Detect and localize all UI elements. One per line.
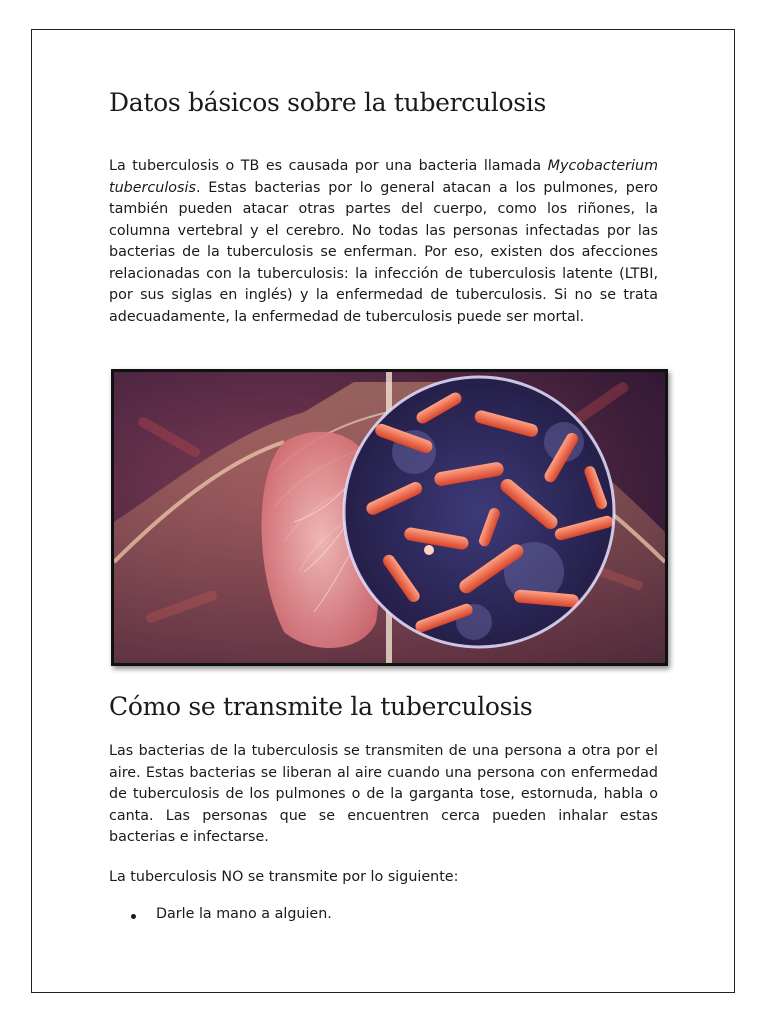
basics-text-start: La tuberculosis o TB es causada por una bacteria llamada (109, 158, 548, 174)
lungs-bacteria-image (114, 372, 665, 663)
transmission-paragraph: Las bacterias de la tuberculosis se transmiten de una persona a otra por el aire. Estas bacterias se liberan al aire cuando una persona con enfermedad de tuberculosis de los pulmones o de la garganta tose, estornuda, habla o canta. Las personas que se encuentren cerca pueden inhalar estas bacterias e infectarse. (109, 743, 658, 845)
list-item (109, 904, 332, 926)
not-transmitted-intro: La tuberculosis NO se transmite por lo siguiente: (109, 869, 459, 885)
basics-text-end: . Estas bacterias por lo general atacan a los pulmones, pero también pueden atacar otras partes del cuerpo, como los riñones, la columna vertebral y el cerebro. No todas las personas infectadas por las bacterias de la tuberculosis se enferman. Por eso, existen dos afecciones relacionadas con la tuberculosis: la infección de tuberculosis latente (LTBI, por sus siglas en inglés) y la enfermedad de tuberculosis. Si no se trata adecuadamente, la enfermedad de tuberculosis puede ser mortal. (109, 179, 658, 325)
bacteria-name: Mycobacterium tuberculosis (109, 158, 658, 196)
bullet-icon (131, 914, 136, 919)
tuberculosis-illustration (111, 369, 668, 666)
section-title-transmission: Cómo se transmite la tuberculosis (109, 692, 533, 721)
section-title-basics: Datos básicos sobre la tuberculosis (109, 88, 547, 117)
basics-paragraph (109, 156, 658, 328)
not-transmitted-list (109, 904, 332, 926)
list-item-text: Darle la mano a alguien. (156, 906, 332, 922)
